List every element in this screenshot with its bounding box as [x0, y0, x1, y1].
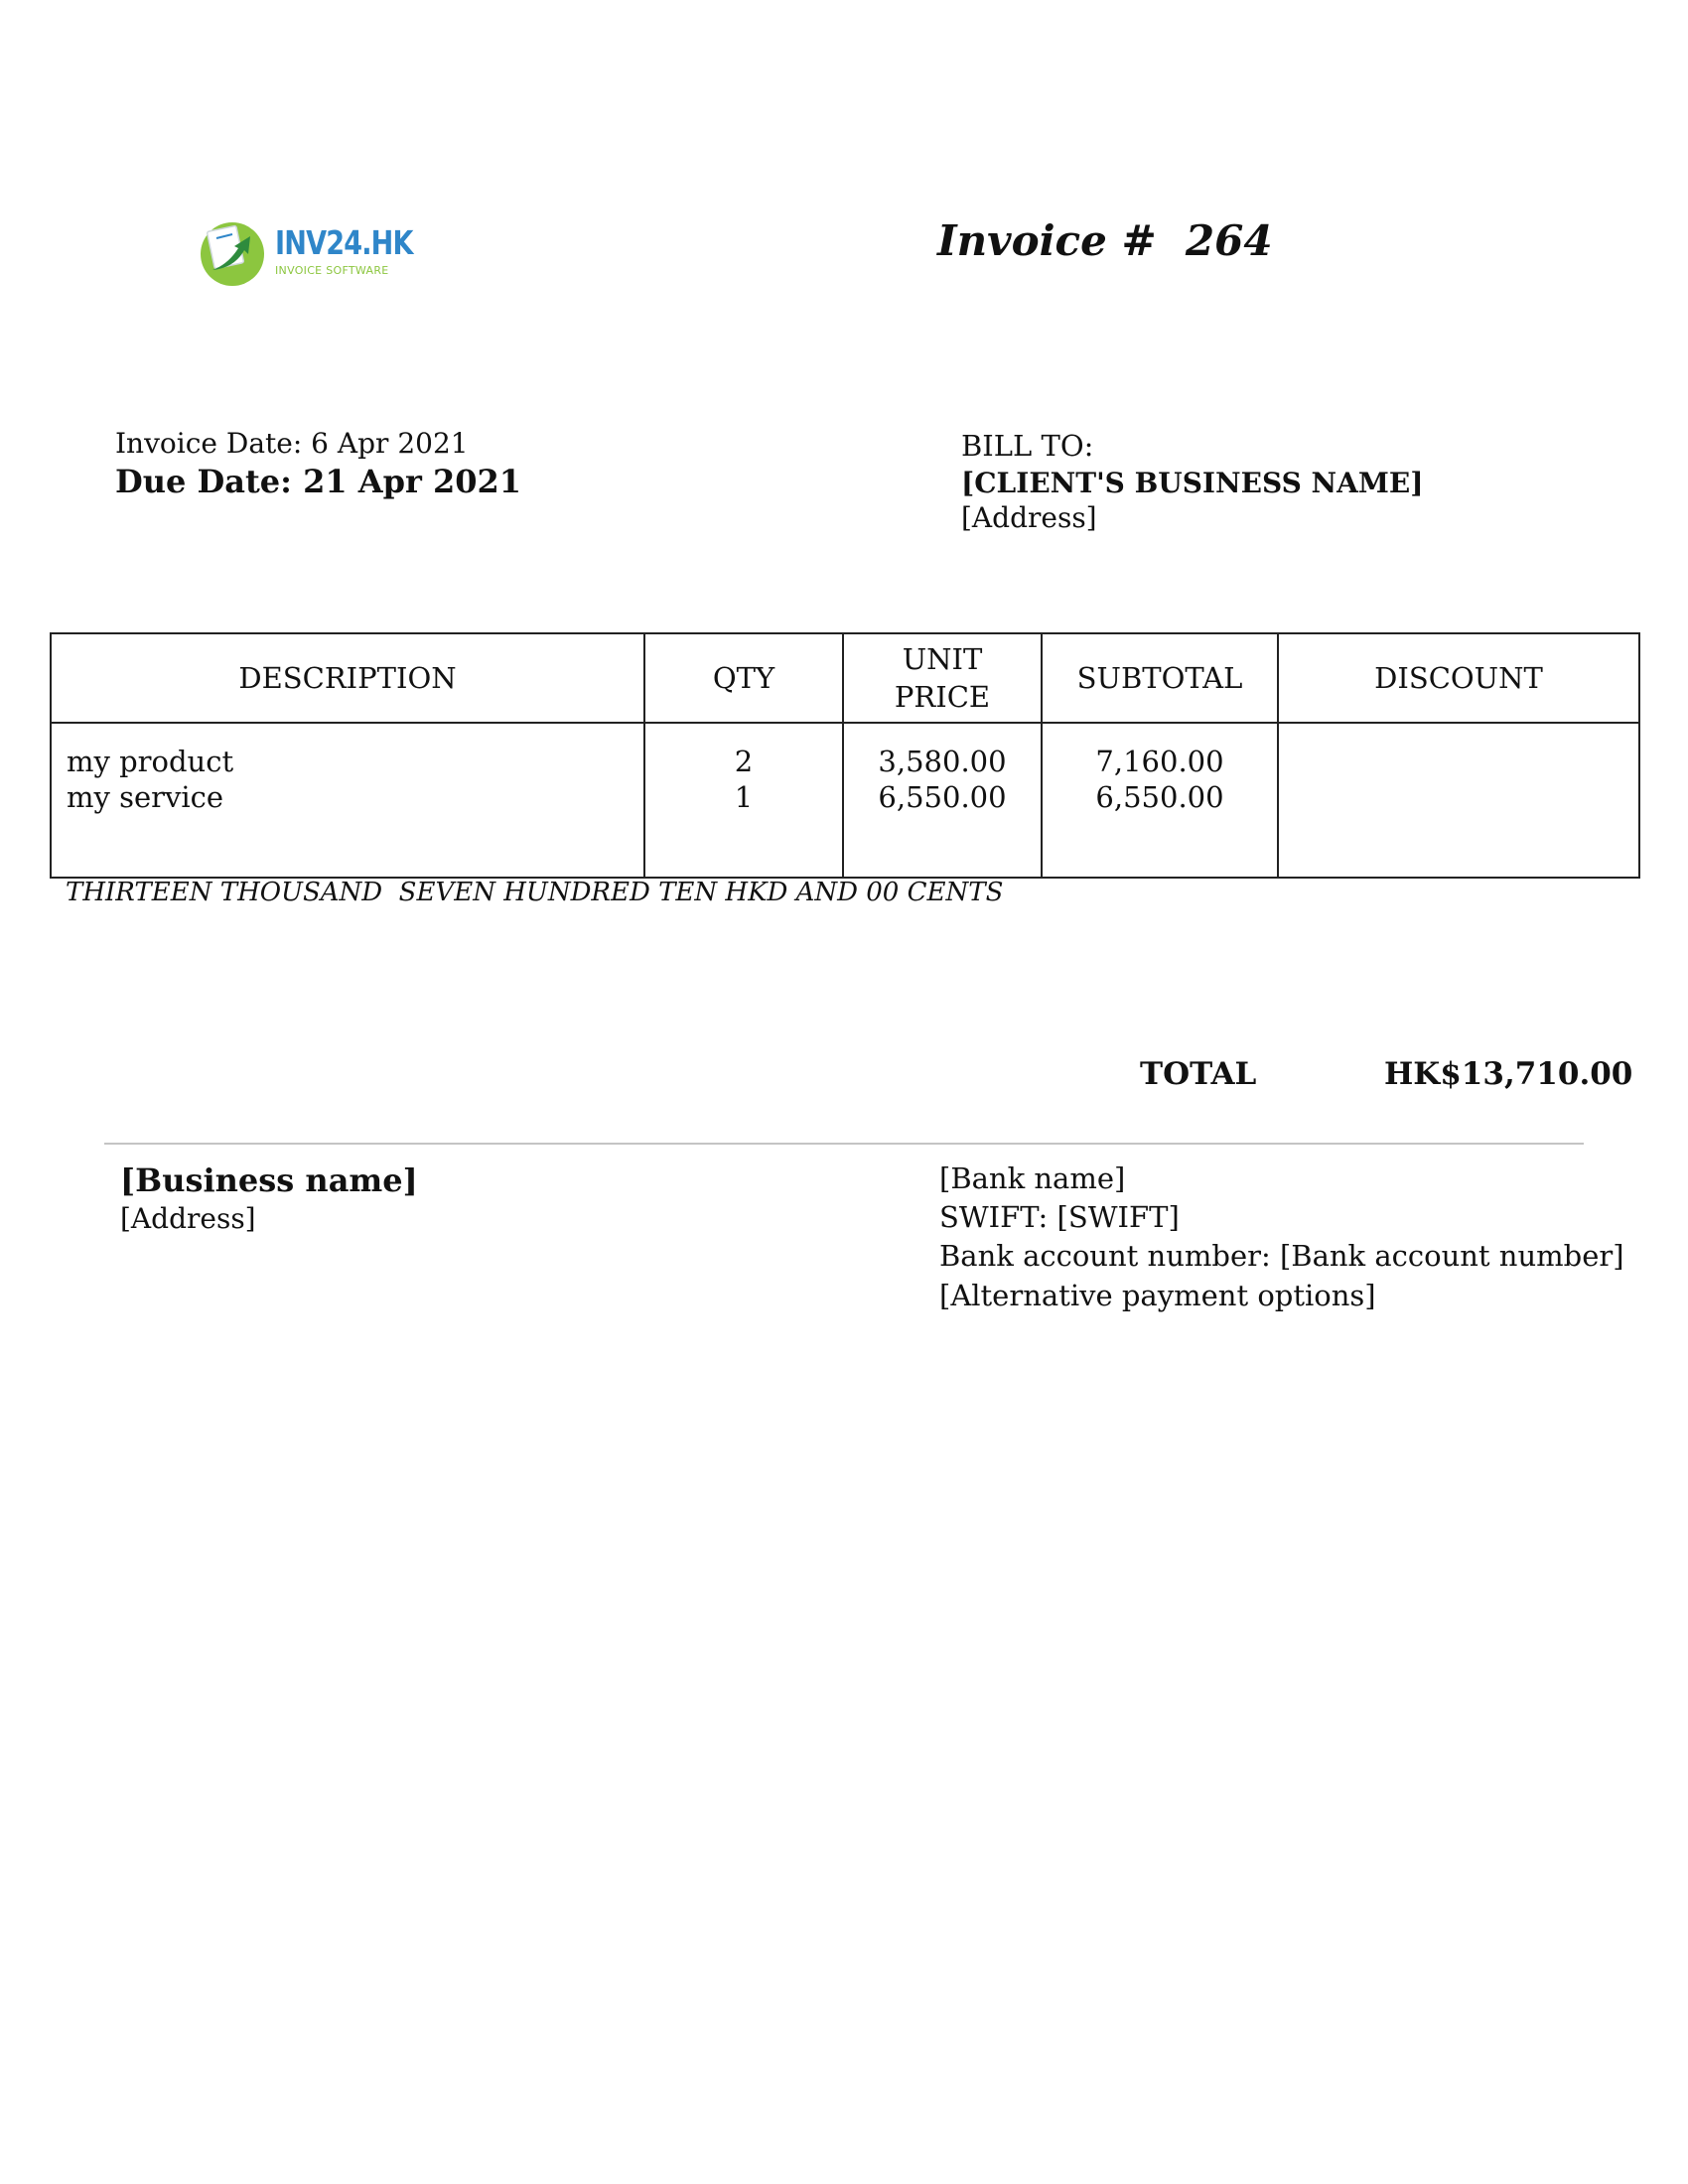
- alternative-payment: [Alternative payment options]: [939, 1279, 1376, 1312]
- line-items-table: [50, 632, 1640, 879]
- logo-icon: [199, 214, 270, 288]
- header-description: DESCRIPTION: [51, 633, 644, 723]
- item-unit-price: 3,580.00: [878, 745, 1007, 778]
- item-description: my service: [67, 780, 224, 814]
- business-address: [Address]: [120, 1202, 256, 1235]
- swift-code: SWIFT: [SWIFT]: [939, 1200, 1180, 1234]
- item-qty: 2: [734, 745, 754, 778]
- unit-price-cell: [843, 723, 1042, 878]
- header-subtotal: SUBTOTAL: [1042, 633, 1278, 723]
- table-row: [51, 723, 1639, 878]
- due-date: Due Date: 21 Apr 2021: [115, 463, 522, 500]
- invoice-date: Invoice Date: 6 Apr 2021: [115, 427, 469, 460]
- amount-in-words: THIRTEEN THOUSAND SEVEN HUNDRED TEN HKD AND 00 CENTS: [66, 878, 1004, 907]
- client-address: [Address]: [961, 501, 1097, 534]
- item-description: my product: [67, 745, 234, 778]
- bank-name: [Bank name]: [939, 1161, 1126, 1195]
- bill-to-label: BILL TO:: [961, 429, 1094, 463]
- header-discount: DISCOUNT: [1278, 633, 1639, 723]
- header-unit-price-line1: UNIT: [902, 642, 983, 676]
- header-unit-price-line2: PRICE: [894, 680, 991, 714]
- item-qty: 1: [734, 780, 754, 814]
- table-header-row: [51, 633, 1639, 723]
- logo-tagline: INVOICE SOFTWARE: [275, 264, 389, 277]
- discount-cell: [1278, 723, 1639, 878]
- total-label: TOTAL: [1140, 1056, 1257, 1092]
- item-subtotal: 7,160.00: [1095, 745, 1224, 778]
- qty-cell: [644, 723, 843, 878]
- total-value: HK$13,710.00: [1384, 1056, 1633, 1092]
- header-qty: QTY: [644, 633, 843, 723]
- header-unit-price: [843, 633, 1042, 723]
- logo-name: INV24.HK: [275, 223, 413, 262]
- footer-divider: [104, 1143, 1584, 1145]
- business-name: [Business name]: [120, 1161, 418, 1199]
- bank-account-number: Bank account number: [Bank account number]: [939, 1239, 1624, 1273]
- item-subtotal: 6,550.00: [1095, 780, 1224, 814]
- subtotal-cell: [1042, 723, 1278, 878]
- invoice-title: Invoice # 264: [937, 216, 1273, 265]
- description-cell: [51, 723, 644, 878]
- client-business-name: [CLIENT'S BUSINESS NAME]: [961, 467, 1424, 499]
- item-unit-price: 6,550.00: [878, 780, 1007, 814]
